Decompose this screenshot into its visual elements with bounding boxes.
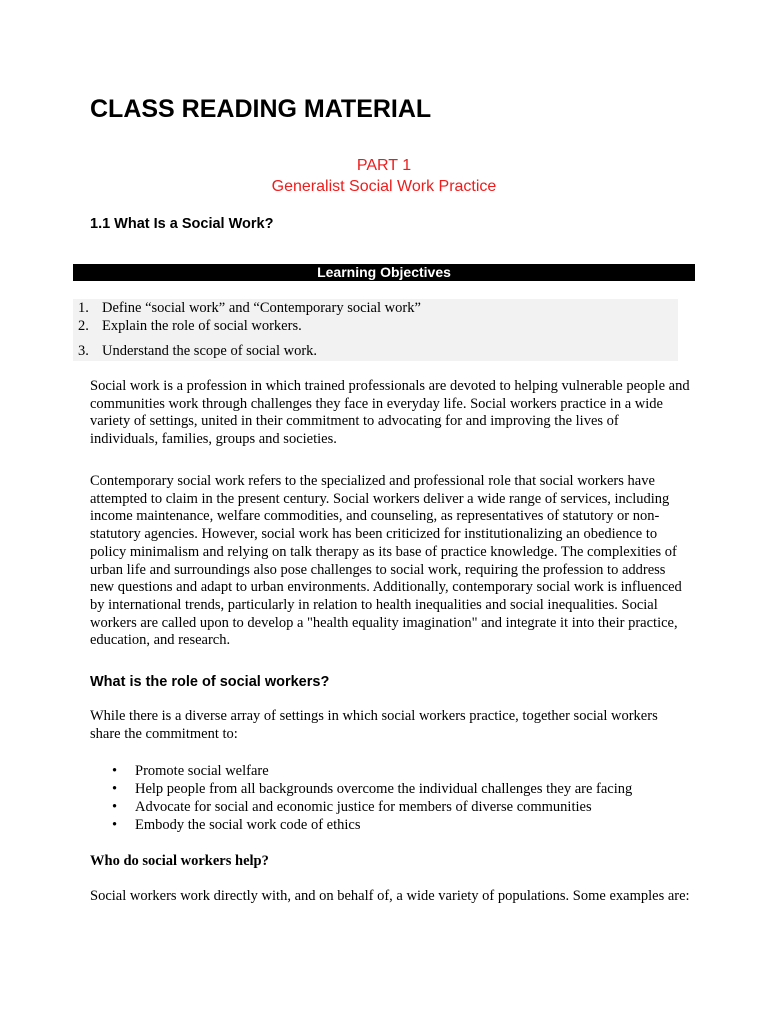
paragraph-text: Social workers work directly with, and on behalf of, a wide variety of populations. Some examples are: xyxy=(90,888,690,904)
list-item-text: Advocate for social and economic justice for members of diverse communities xyxy=(135,799,592,815)
list-number: 1. xyxy=(78,300,89,316)
part-label: PART 1 xyxy=(356,157,412,174)
learning-objective-item xyxy=(78,299,421,317)
list-item xyxy=(112,816,361,834)
bullet-icon: • xyxy=(112,817,118,833)
paragraph-text: Social work is a profession in which trained professionals are devoted to helping vulnerable people and communities work through challenges they face in everyday life. Social workers practice in a wide variety of settings, united in their commitment to advocating for and improving the lives of individuals, families, groups and societies. xyxy=(90,378,690,448)
learning-objective-text: Define “social work” and “Contemporary social work” xyxy=(102,300,421,316)
list-item xyxy=(112,780,632,798)
list-number: 2. xyxy=(78,318,89,334)
role-heading: What is the role of social workers? xyxy=(90,674,330,690)
learning-objective-text: Understand the scope of social work. xyxy=(102,343,318,359)
paragraph-text: While there is a diverse array of settings in which social workers practice, together social workers share the commitment to: xyxy=(90,708,658,742)
paragraph-contemporary-social-work xyxy=(90,473,690,650)
help-heading: Who do social workers help? xyxy=(90,853,269,869)
list-item-text: Help people from all backgrounds overcome the individual challenges they are facing xyxy=(135,781,633,797)
section-heading: 1.1 What Is a Social Work? xyxy=(90,216,274,232)
learning-objectives-header: Learning Objectives xyxy=(73,264,695,281)
document-title: CLASS READING MATERIAL xyxy=(90,95,432,123)
part-heading xyxy=(73,156,695,197)
learning-objective-item xyxy=(78,342,317,360)
bullet-icon: • xyxy=(112,799,118,815)
paragraph-social-work-definition xyxy=(90,378,690,449)
bullet-icon: • xyxy=(112,781,118,797)
help-intro xyxy=(90,888,690,906)
role-intro xyxy=(90,708,690,743)
learning-objective-text: Explain the role of social workers. xyxy=(102,318,302,334)
part-title: Generalist Social Work Practice xyxy=(271,177,497,195)
list-item-text: Promote social welfare xyxy=(135,763,269,779)
bullet-icon: • xyxy=(112,763,118,779)
list-number: 3. xyxy=(78,343,89,359)
list-item-text: Embody the social work code of ethics xyxy=(135,817,361,833)
paragraph-text: Contemporary social work refers to the specialized and professional role that social workers have attempted to claim in the present century. Social workers deliver a wide range of services, including income maintenance, welfare commodities, and counseling, as representatives of statutory or non-statutory agencies. However, social work has been criticized for institutionalizing an obedience to policy minimalism and relying on talk therapy as its base of practice knowledge. The complexities of urban life and surroundings also pose challenges to social work, requiring the profession to address new questions and adapt to urban environments. Additionally, contemporary social work is influenced by international trends, particularly in relation to health inequalities and social inequalities. Social workers are called upon to develop a "health equality imagination" and integrate it into their practice, education, and research. xyxy=(90,473,682,649)
learning-objective-item xyxy=(78,317,302,335)
list-item xyxy=(112,762,269,780)
list-item xyxy=(112,798,592,816)
